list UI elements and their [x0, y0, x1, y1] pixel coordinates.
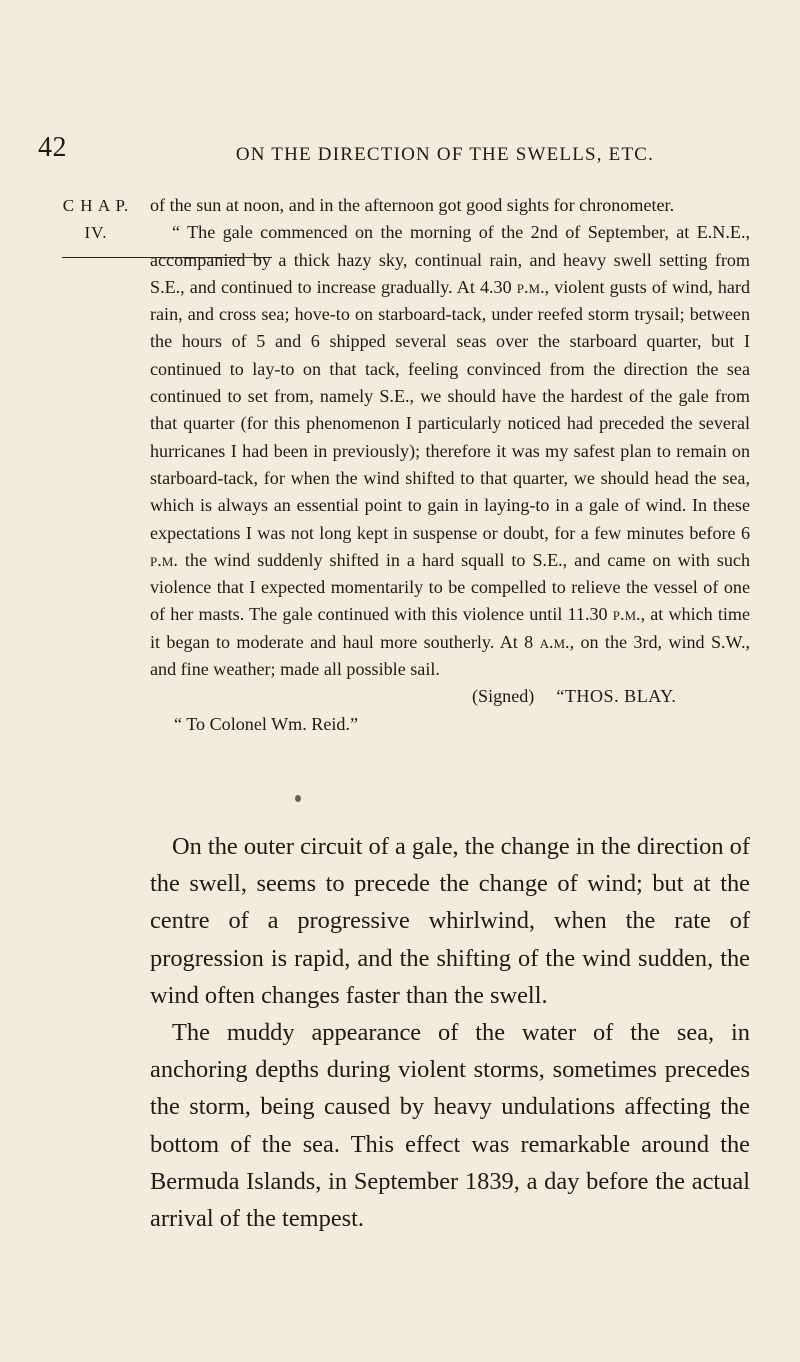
- letter-text: the wind suddenly shifted in a hard squall to S.E., and came on with such violence that I expected momentarily to be compelled to relieve the vessel of one of her masts. The gale continued with this violence until 11.30: [150, 549, 750, 625]
- time-abbrev: a.m.: [539, 631, 570, 652]
- ink-mark: [295, 795, 301, 802]
- body-paragraph: On the outer circuit of a gale, the change in the direction of the swell, seems to precede the change of wind; but at the centre of a progressive whirlwind, when the rate of progression is rapid, and the shifting of the wind sudden, the wind often changes faster than the swell.: [150, 833, 750, 1009]
- time-abbrev: p.m.: [516, 276, 545, 297]
- signed-label: (Signed): [472, 686, 535, 707]
- chapter-label: C H A P.: [62, 196, 130, 215]
- letter-text: , on the 3rd, wind S.W., and fine weather; made all possible sail.: [150, 631, 750, 680]
- letter-text: “ The gale commenced on the morning of the 2nd of September, at E.N.E., accompanied by a thick hazy sky, continual rain, and heavy swell setting from S.E., and continued to increase gradually. At 4.30: [150, 222, 750, 297]
- letter-paragraph: [150, 219, 750, 683]
- quoted-letter: [150, 192, 750, 738]
- chapter-number: IV.: [84, 223, 108, 242]
- time-abbrev: p.m.: [612, 604, 641, 625]
- letter-text: , violent gusts of wind, hard rain, and cross sea; hove-to on starboard-tack, under reefed storm trysail; between the hours of 5 and 6 shipped several seas over the starboard quarter, but I continued to lay-to on that tack, feeling convinced from the direction the sea continued to set from, namely S.E., we should have the hardest of the gale from that quarter (for this phenomenon I particularly noticed had preceded the several hurricanes I had been in previously); therefore it was my safest plan to remain on starboard-tack, for when the wind shifted to that quarter, we should head the sea, which is always an essential point to gain in laying-to in a gale of wind. In these expectations I was not long kept in suspense or doubt, for a few minutes before 6: [150, 276, 751, 543]
- body-text: [150, 828, 750, 1237]
- signature-line: [150, 683, 750, 710]
- running-head: ON THE DIRECTION OF THE SWELLS, ETC.: [235, 144, 655, 165]
- body-paragraph: The muddy appearance of the water of the sea, in anchoring depths during violent storms, sometimes precedes the storm, being caused by heavy undulations affecting the bottom of the sea. This effect was remarkable around the Bermuda Islands, in September 1839, a day before the actual arrival of the tempest.: [150, 1019, 750, 1233]
- letter-addressee: “ To Colonel Wm. Reid.”: [174, 713, 359, 734]
- time-abbrev: p.m.: [150, 549, 178, 570]
- letter-opening: of the sun at noon, and in the afternoon got good sights for chronometer.: [150, 195, 675, 215]
- signer-name: “THOS. BLAY.: [556, 686, 677, 707]
- page-number: 42: [38, 132, 67, 163]
- chapter-margin-note: [60, 192, 132, 246]
- letter-text: , at which time it began to moderate and haul more southerly. At 8: [150, 604, 751, 652]
